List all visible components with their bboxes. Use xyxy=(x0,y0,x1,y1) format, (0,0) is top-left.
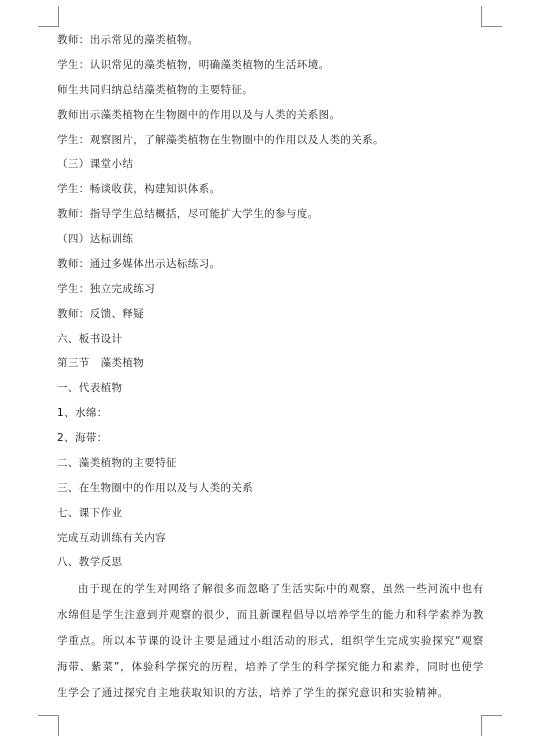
text-line: 学生：畅谈收获，构建知识体系。 xyxy=(57,183,221,195)
text-line: 一、代表植物 xyxy=(57,382,123,394)
crop-mark-bottom-right xyxy=(481,715,502,736)
section-heading: 七、课下作业 xyxy=(57,507,123,519)
text-line: 1、水绵： xyxy=(57,407,108,419)
text-line: 师生共同归纳总结藻类植物的主要特征。 xyxy=(57,84,254,96)
section-heading: （四）达标训练 xyxy=(57,233,134,245)
text-line: 教师：出示常见的藻类植物。 xyxy=(57,34,199,46)
text-line: 教师：指导学生总结概括，尽可能扩大学生的参与度。 xyxy=(57,208,319,220)
text-line: 教师：通过多媒体出示达标练习。 xyxy=(57,258,221,270)
board-title: 第三节 藻类植物 xyxy=(57,357,145,369)
text-line: 二、藻类植物的主要特征 xyxy=(57,457,177,469)
section-heading: （三）课堂小结 xyxy=(57,158,134,170)
crop-mark-top-left xyxy=(38,6,59,27)
text-line: 教师出示藻类植物在生物圈中的作用以及与人类的关系图。 xyxy=(57,109,341,121)
text-line: 学生：认识常见的藻类植物，明确藻类植物的生活环境。 xyxy=(57,59,330,71)
section-heading: 六、板书设计 xyxy=(57,333,123,345)
reflection-paragraph: 由于现在的学生对网络了解很多而忽略了生活实际中的观察，虽然一些河流中也有水绵但是学生注意到并观察的很少，而且新课程倡导以培养学生的能力和科学素养为教学重点。所以本节课的设计主要是通过小组活动的形式，组织学生完成实验探究“观察海带、紫菜”，体验科学探究的历程，培养了学生的科学探究能力和素养，同时也使学生学会了通过探究自主地获取知识的方法，培养了学生的探究意识和实验精神。 xyxy=(57,583,484,699)
text-line: 完成互动训练有关内容 xyxy=(57,532,166,544)
text-line: 学生：独立完成练习 xyxy=(57,283,156,295)
text-line: 教师：反馈、释疑 xyxy=(57,308,145,320)
text-line: 2、海带： xyxy=(57,432,108,444)
crop-mark-bottom-left xyxy=(38,715,59,736)
text-line: 学生：观察图片，了解藻类植物在生物圈中的作用以及人类的关系。 xyxy=(57,134,384,146)
text-line: 三、在生物圈中的作用以及与人类的关系 xyxy=(57,482,254,494)
crop-mark-top-right xyxy=(481,6,502,27)
section-heading: 八、教学反思 xyxy=(57,556,123,568)
